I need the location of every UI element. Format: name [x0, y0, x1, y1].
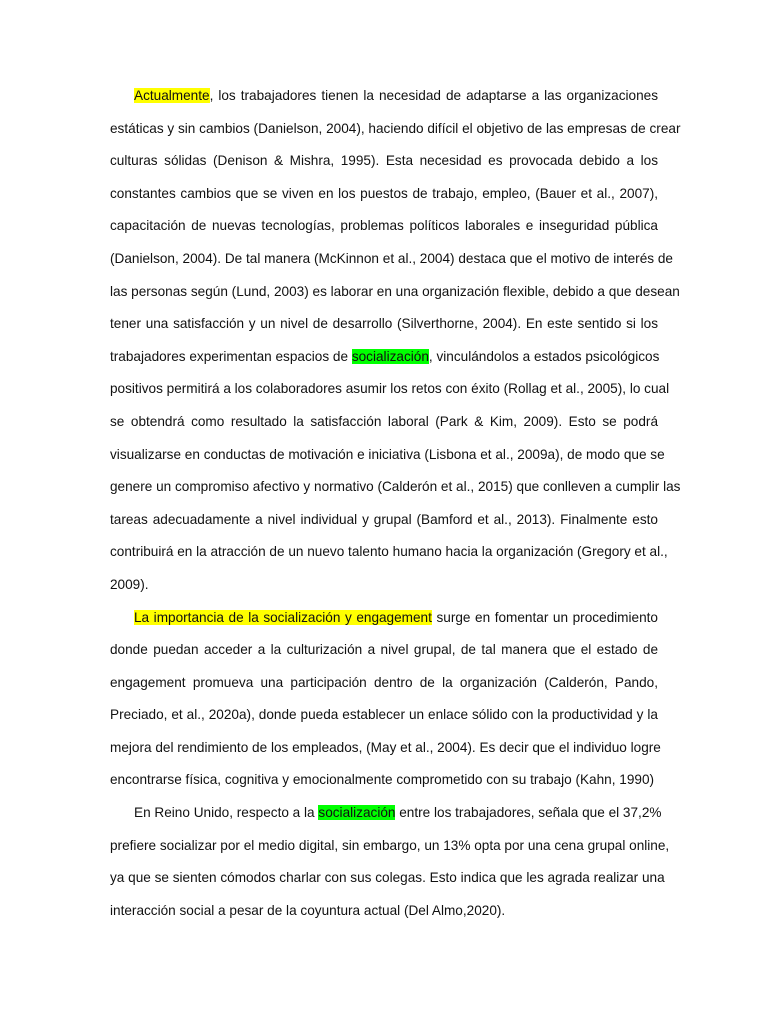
text-line: mejora del rendimiento de los empleados, (May et al., 2004). Es decir que el individuo logre — [110, 739, 661, 755]
text-line: prefiere socializar por el medio digital, sin embargo, un 13% opta por una cena grupal online, — [110, 837, 670, 853]
line-text: surge en fomentar un procedimiento — [431, 609, 658, 625]
highlighted-text: Actualmente — [134, 88, 210, 103]
text-line: encontrarse física, cognitiva y emocionalmente comprometido con su trabajo (Kahn, 1990) — [110, 772, 655, 788]
text-line: Preciado, et al., 2020a), donde pueda establecer un enlace sólido con la productividad y la — [110, 707, 658, 723]
text-line: tareas adecuadamente a nivel individual y grupal (Bamford et al., 2013). Finalmente esto — [110, 511, 658, 527]
text-line — [110, 80, 658, 113]
text-line: capacitación de nuevas tecnologías, problemas políticos laborales e inseguridad pública — [110, 218, 658, 234]
text-line — [110, 341, 658, 374]
text-line — [110, 602, 658, 635]
text-line: interacción social a pesar de la coyuntura actual (Del Almo,2020). — [110, 902, 506, 918]
highlighted-text: La importancia de la socialización y engagement — [134, 609, 432, 625]
text-line: 2009). — [110, 576, 149, 592]
paragraph-2 — [110, 602, 661, 798]
paragraph-1 — [110, 80, 681, 602]
text-line: ya que se sienten cómodos charlar con sus colegas. Esto indica que les agrada realizar una — [110, 870, 665, 886]
text-line: estáticas y sin cambios (Danielson, 2004), haciendo difícil el objetivo de las empresas de crear — [110, 120, 681, 136]
line-text: entre los trabajadores, señala que el 37,2% — [395, 805, 662, 821]
text-line: (Danielson, 2004). De tal manera (McKinnon et al., 2004) destaca que el motivo de interés de — [110, 250, 673, 266]
text-line: las personas según (Lund, 2003) es laborar en una organización flexible, debido a que desean — [110, 283, 680, 299]
text-line: genere un compromiso afectivo y normativo (Calderón et al., 2015) que conlleven a cumplir las — [110, 479, 681, 495]
paragraph-3 — [110, 797, 670, 927]
highlighted-text: socialización — [318, 805, 396, 821]
line-text: En Reino Unido, respecto a la — [134, 805, 319, 821]
text-line: positivos permitirá a los colaboradores asumir los retos con éxito (Rollag et al., 2005), lo cual — [110, 381, 670, 397]
text-line: constantes cambios que se viven en los puestos de trabajo, empleo, (Bauer et al., 2007), — [110, 185, 658, 201]
line-text: , los trabajadores tienen la necesidad de adaptarse a las organizaciones — [209, 88, 658, 103]
text-line: se obtendrá como resultado la satisfacción laboral (Park & Kim, 2009). Esto se podrá — [110, 413, 658, 429]
text-line: tener una satisfacción y un nivel de desarrollo (Silverthorne, 2004). En este sentido si los — [110, 316, 658, 332]
text-line: culturas sólidas (Denison & Mishra, 1995). Esta necesidad es provocada debido a los — [110, 153, 658, 169]
text-line: contribuirá en la atracción de un nuevo talento humano hacia la organización (Gregory et al., — [110, 544, 668, 560]
text-line: visualizarse en conductas de motivación e iniciativa (Lisbona et al., 2009a), de modo que se — [110, 446, 665, 462]
line-text: trabajadores experimentan espacios de — [110, 348, 352, 364]
highlighted-text: socialización — [351, 348, 429, 364]
text-line: engagement promueva una participación dentro de la organización (Calderón, Pando, — [110, 674, 658, 690]
text-line: donde puedan acceder a la culturización a nivel grupal, de tal manera que el estado de — [110, 642, 658, 658]
text-line — [110, 797, 662, 830]
line-text: , vinculándolos a estados psicológicos — [428, 348, 660, 364]
